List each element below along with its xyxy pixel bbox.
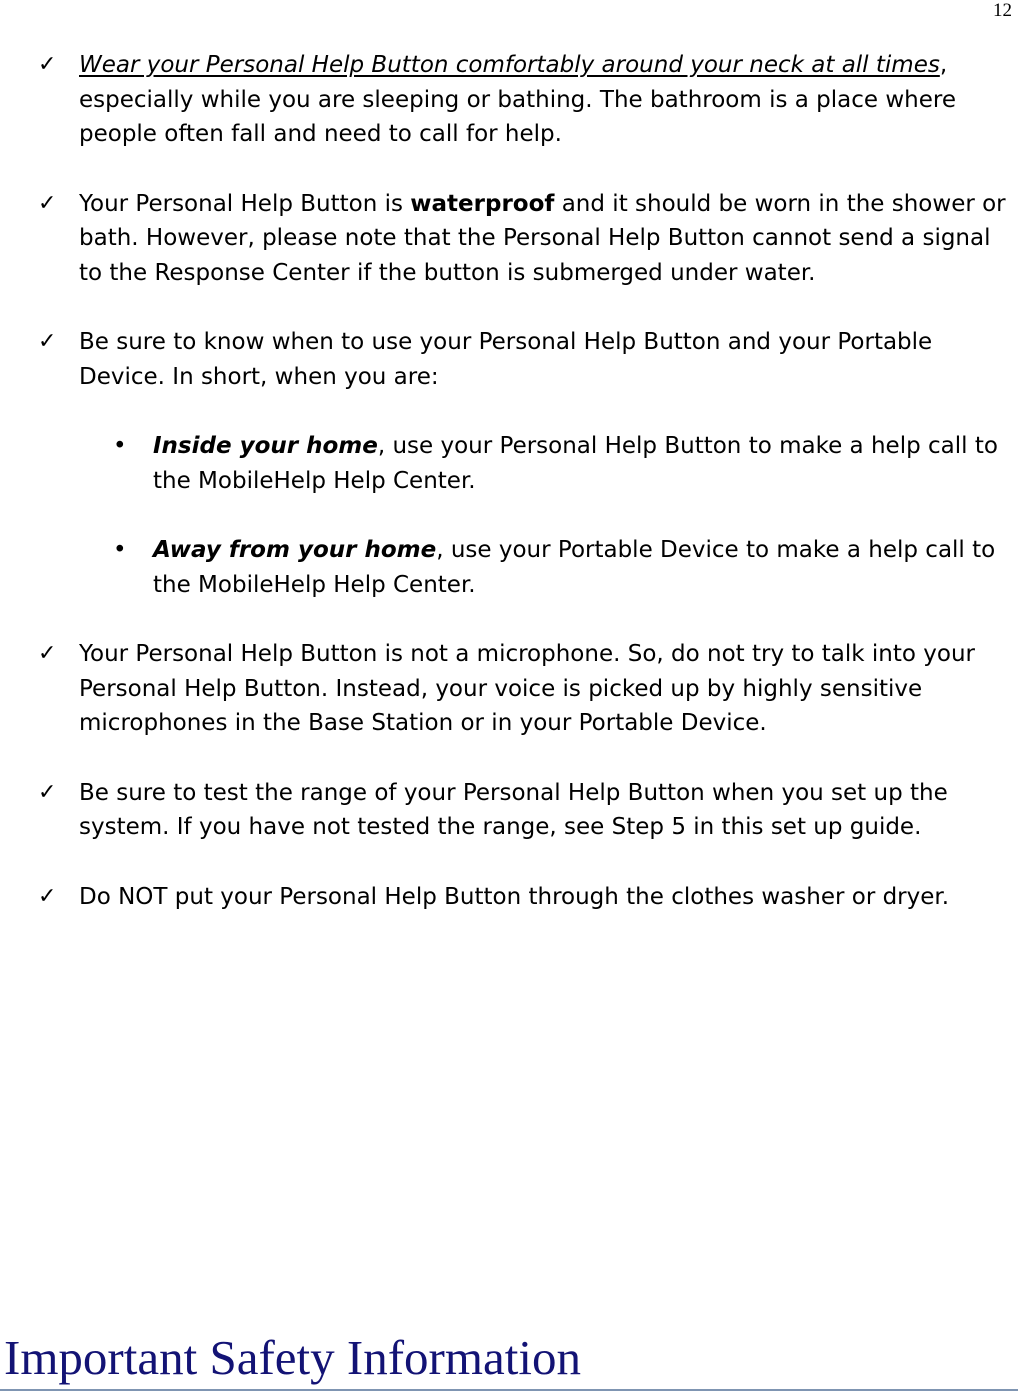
item-text: Be sure to test the range of your Personal Help Button when you set up the system. If you have not tested the range, see Step 5 in this set up guide.: [79, 779, 948, 840]
checkmark-icon: ✓: [38, 883, 57, 909]
item-text: , especially while you are sleeping or bathing. The bathroom is a place where people often fall and need to call for help.: [79, 52, 956, 147]
item-text: and it should be worn in the shower or bath. However, please note that the Personal Help Button cannot send a signal to the Response Center if the button is submerged under water.: [79, 190, 1006, 286]
item-text: Do NOT put your Personal Help Button through the clothes washer or dryer.: [79, 883, 950, 910]
sublist-item-away-from-home: [0, 533, 1018, 602]
list-item: [0, 637, 1018, 741]
subitem-heading: Inside your home: [153, 433, 378, 459]
list-item: [0, 325, 1018, 394]
list-item: [0, 776, 1018, 845]
checkmark-icon: ✓: [38, 779, 57, 805]
safety-tips-list: [0, 48, 1018, 949]
checkmark-icon: ✓: [38, 641, 57, 666]
item-emphasis: Wear your Personal Help Button comfortably around your neck at all times: [79, 52, 940, 78]
checkmark-icon: ✓: [38, 329, 57, 354]
usage-sublist: [0, 429, 1018, 602]
section-title: Important Safety Information: [4, 1330, 581, 1385]
footer-divider: [0, 1389, 1018, 1391]
sublist-item-inside-home: [0, 429, 1018, 498]
bullet-icon: •: [113, 433, 127, 459]
item-bold-term: waterproof: [410, 190, 555, 217]
subitem-text: , use your Personal Help Button to make a help call to the MobileHelp Help Center.: [153, 433, 998, 494]
subitem-heading: Away from your home: [153, 537, 437, 563]
list-item: [0, 48, 1018, 152]
page-number: 12: [993, 0, 1012, 21]
item-text: Your Personal Help Button is not a microphone. So, do not try to talk into your Personal Help Button. Instead, your voice is picked up by highly sensitive microphones in the Base Station or in your Portable Device.: [79, 641, 975, 736]
checkmark-icon: ✓: [38, 52, 57, 77]
bullet-icon: •: [113, 537, 127, 563]
checkmark-icon: ✓: [38, 190, 57, 216]
item-text-lead: Your Personal Help Button is: [79, 190, 411, 217]
list-item: [0, 880, 1018, 915]
subitem-text: , use your Portable Device to make a help call to the MobileHelp Help Center.: [153, 537, 996, 598]
list-item: [0, 187, 1018, 291]
item-text: Be sure to know when to use your Personal Help Button and your Portable Device. In short, when you are:: [79, 329, 933, 390]
